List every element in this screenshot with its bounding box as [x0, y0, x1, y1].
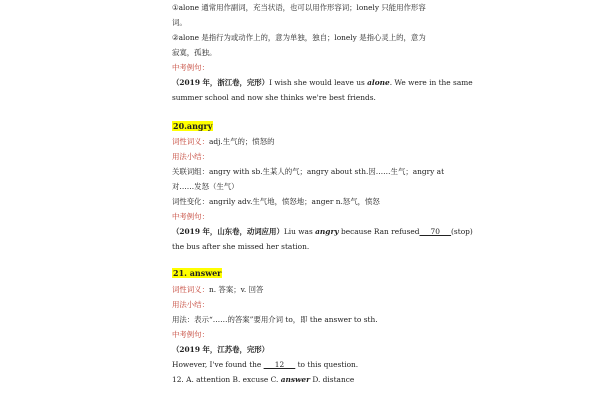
entry-20-example-keyword: angry — [315, 227, 339, 236]
entry-21-pos-label: 词性词义： — [172, 285, 209, 294]
entry-21-example-text-b: to this question. — [295, 360, 359, 369]
entry-20-forms: 词性变化：angrily adv.生气地，愤怒地；anger n.怒气，愤怒 — [172, 197, 380, 206]
entry-21-title-text: 21. answer — [173, 268, 222, 278]
entry-20-example-sentence — [172, 227, 473, 237]
entry-21-options-a: 12. A. attention B. excuse C. — [172, 375, 281, 384]
entry-21-option-c-answer: answer — [280, 375, 310, 384]
entry-21-example-blank: ___12___ — [263, 360, 296, 369]
entry-20-phrases-line-2: 对……发怒（生气） — [172, 182, 239, 191]
entry-20-example-text-a: Liu was — [283, 227, 316, 236]
note-1-line-1: ①alone 通常用作副词，充当状语，也可以用作形容词；lonely 只能用作形容 — [172, 3, 426, 12]
example-text-top-a: I wish she would leave us — [269, 78, 368, 87]
entry-20-example-heading: 中考例句： — [172, 212, 209, 221]
entry-20-example-line-2: the bus after she missed her station. — [172, 242, 310, 251]
entry-20-pos — [172, 137, 274, 147]
entry-21-usage: 用法：表示“……的答案”要用介词 to，即 the answer to sth. — [172, 315, 378, 324]
entry-21-title — [172, 268, 222, 279]
entry-20-example-text-b: because Ran refused — [338, 227, 420, 236]
entry-21-example-heading: 中考例句： — [172, 330, 209, 339]
note-2-line-1: ②alone 是指行为或动作上的，意为单独，独自；lonely 是指心灵上的，意为 — [172, 33, 426, 42]
example-text-top-b: . We were in the same — [389, 78, 473, 87]
entry-21-pos — [172, 285, 263, 295]
entry-20-phrases-line-1: 关联词组：angry with sb.生某人的气；angry about sth.因……生气；angry at — [172, 167, 445, 176]
example-heading-top: 中考例句： — [172, 63, 209, 72]
entry-21-example-sentence — [172, 360, 358, 370]
entry-20-example-text-c: (stop) — [451, 227, 473, 236]
entry-20-pos-value: adj.生气的；愤怒的 — [208, 137, 275, 146]
entry-20-pos-label: 词性词义： — [172, 137, 209, 146]
note-1-line-2: 词。 — [172, 18, 187, 27]
entry-21-options-b: D. distance — [309, 375, 355, 384]
entry-21-usage-label: 用法小结： — [172, 300, 209, 309]
note-2-line-2: 寂寞，孤独。 — [172, 48, 217, 57]
entry-21-options — [172, 375, 354, 385]
entry-20-title-text: 20.angry — [173, 121, 213, 131]
entry-20-example-source: （2019 年，山东卷，动词应用） — [172, 227, 284, 236]
entry-21-example-source: （2019 年，江苏卷，完形） — [172, 345, 270, 354]
entry-20-example-blank: ___70___ — [419, 227, 452, 236]
example-keyword-alone: alone — [367, 78, 390, 87]
example-sentence-top — [172, 78, 473, 88]
entry-21-pos-value: n. 答案；v. 回答 — [208, 285, 264, 294]
entry-21-example-text-a: However, I've found the — [172, 360, 264, 369]
entry-20-usage-label: 用法小结： — [172, 152, 209, 161]
example-source-top: （2019 年，浙江卷，完形） — [172, 78, 270, 87]
entry-20-title — [172, 121, 213, 132]
example-sentence-top-line-2: summer school and now she thinks we're best friends. — [172, 93, 376, 102]
